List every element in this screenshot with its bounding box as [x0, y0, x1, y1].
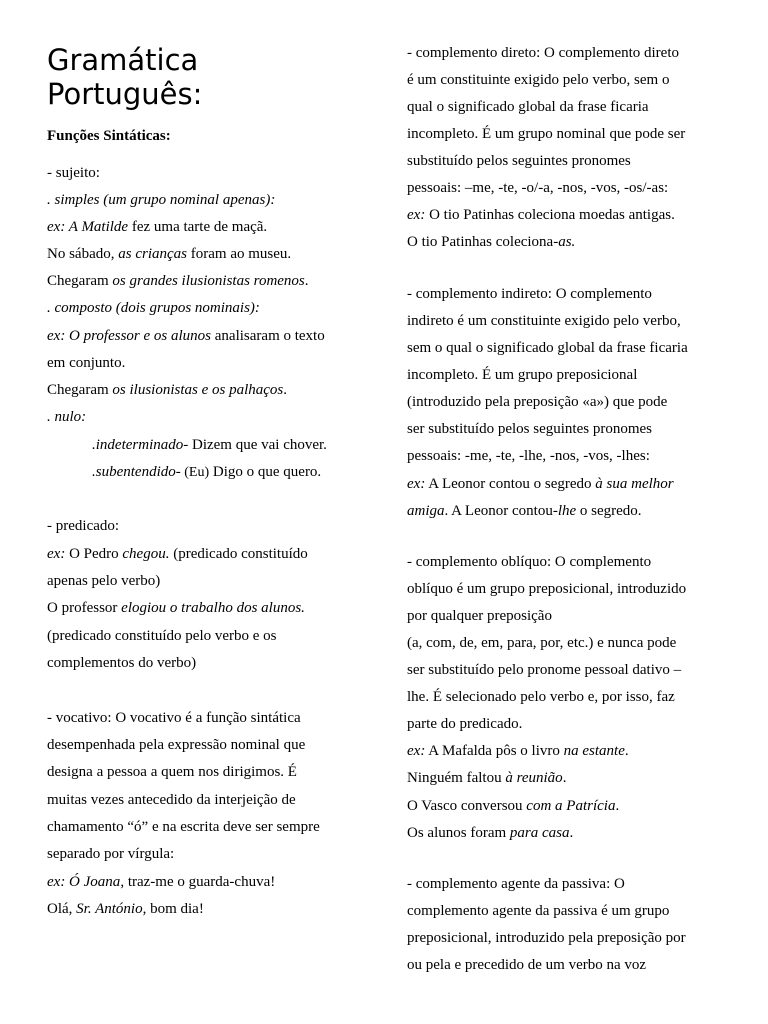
example-text: (Eu)	[180, 465, 210, 480]
example-text: .	[615, 798, 620, 814]
example-complement: com a Patrícia	[526, 798, 616, 814]
complemento-indireto-text: (introduzido pela preposição «a») que pode	[407, 394, 668, 410]
example-text: Chegaram	[47, 382, 113, 398]
example-text: Digo o que quero.	[209, 464, 322, 480]
example-line: complementos do verbo)	[47, 655, 197, 671]
complemento-indireto-text: indireto é um constituinte exigido pelo verbo,	[407, 313, 681, 329]
complemento-indireto-text: sem o qual o significado global da frase ficaria	[407, 340, 688, 356]
example-rest: fez uma tarte de maçã.	[128, 219, 268, 235]
complemento-indireto-text: ser substituído pelos seguintes pronomes	[407, 421, 652, 437]
complemento-indireto-text: - complemento indireto: O complemento	[407, 286, 652, 302]
example-vocative: Sr. António	[76, 901, 143, 917]
complemento-obliquo-text: parte do predicado.	[407, 716, 523, 732]
example-predicate: elogiou o trabalho dos alunos.	[121, 600, 305, 616]
example-text: .	[562, 770, 567, 786]
example-line	[47, 244, 291, 264]
sujeito-composto	[47, 298, 260, 318]
sujeito-subentendido	[47, 462, 321, 483]
example-prefix: ex:	[47, 546, 66, 562]
example-text: analisaram o texto	[211, 328, 325, 344]
example-text: O tio Patinhas coleciona-	[407, 234, 559, 250]
example-pronoun: lhe	[557, 503, 577, 519]
vocativo-text: muitas vezes antecedido da interjeição de	[47, 792, 296, 808]
example-text: .	[624, 743, 629, 759]
example-line	[407, 205, 675, 225]
example-line	[47, 380, 287, 400]
example-prefix: ex:	[407, 207, 426, 223]
example-text: O professor	[47, 600, 122, 616]
example-text: .	[283, 382, 287, 398]
complemento-agente-text: - complemento agente da passiva: O	[407, 876, 625, 892]
complemento-indireto-text: incompleto. É um grupo preposicional	[407, 367, 638, 383]
vocativo-text: designa a pessoa a quem nos dirigimos. É	[47, 764, 297, 780]
example-line	[407, 741, 629, 761]
complemento-agente-text: preposicional, introduzido pela preposição por	[407, 930, 686, 946]
example-line	[407, 501, 642, 521]
indeterminado-label: .indeterminado-	[92, 437, 189, 453]
example-text: No sábado,	[47, 246, 119, 262]
complemento-direto-text: é um constituinte exigido pelo verbo, sem o	[407, 72, 670, 88]
example-prefix: ex:	[407, 743, 426, 759]
vocativo-text: separado por vírgula:	[47, 846, 175, 862]
example-text: Ninguém faltou	[407, 770, 506, 786]
sujeito-nulo	[47, 407, 86, 427]
example-text: Dizem que vai chover.	[188, 437, 327, 453]
complemento-indireto-text: pessoais: -me, -te, -lhe, -nos, -vos, -lhes:	[407, 448, 650, 464]
example-line	[47, 899, 204, 919]
example-line	[47, 326, 325, 346]
example-line	[47, 217, 267, 237]
example-subject: os ilusionistas e os palhaços	[112, 382, 284, 398]
example-complement: à sua melhor	[595, 476, 674, 492]
example-text: Olá,	[47, 901, 77, 917]
complemento-direto-text: substituído pelos seguintes pronomes	[407, 153, 631, 169]
complemento-direto-text: pessoais: –me, -te, -o/-a, -nos, -vos, -os/-as:	[407, 180, 669, 196]
complemento-obliquo-text: lhe. É selecionado pelo verbo e, por isso, faz	[407, 689, 675, 705]
example-text: .	[304, 273, 309, 289]
example-text: . A Leonor contou-	[444, 503, 558, 519]
example-complement: à reunião	[505, 770, 563, 786]
example-text: o segredo.	[576, 503, 642, 519]
example-text: Chegaram	[47, 273, 113, 289]
complemento-obliquo-text: oblíquo é um grupo preposicional, introduzido	[407, 581, 687, 597]
example-text: A Mafalda pôs o livro	[425, 743, 564, 759]
section-heading: Funções Sintáticas:	[47, 128, 171, 144]
subentendido-label: .subentendido-	[92, 464, 181, 480]
complemento-agente-text: ou pela e precedido de um verbo na voz	[407, 957, 647, 973]
example-line: (predicado constituído pelo verbo e os	[47, 628, 277, 644]
sujeito-indeterminado	[47, 435, 327, 455]
complemento-direto-text: qual o significado global da frase ficaria	[407, 99, 649, 115]
example-line	[407, 232, 575, 252]
example-text: , bom dia!	[142, 901, 204, 917]
example-subject: A Matilde	[68, 219, 129, 235]
example-predicate: chegou.	[122, 546, 170, 562]
example-text: , traz-me o guarda-chuva!	[120, 874, 276, 890]
complemento-obliquo-text: ser substituído pelo pronome pessoal dativo –	[407, 662, 682, 678]
example-text: foram ao museu.	[187, 246, 292, 262]
example-line	[47, 872, 275, 892]
example-line	[407, 796, 619, 816]
example-text: Os alunos foram	[407, 825, 510, 841]
complemento-direto-text: incompleto. É um grupo nominal que pode ser	[407, 126, 686, 142]
example-text: O Vasco conversou	[407, 798, 527, 814]
complemento-obliquo-text: (a, com, de, em, para, por, etc.) e nunca pode	[407, 635, 677, 651]
example-text: (predicado constituído	[169, 546, 308, 562]
example-prefix: ex:	[47, 219, 69, 235]
example-text: O tio Patinhas coleciona moedas antigas.	[425, 207, 675, 223]
complemento-agente-text: complemento agente da passiva é um grupo	[407, 903, 670, 919]
sujeito-simples	[47, 190, 275, 210]
example-complement: para casa	[509, 825, 570, 841]
example-vocative: ex: Ó Joana	[47, 874, 121, 890]
example-line: apenas pelo verbo)	[47, 573, 161, 589]
example-text: O Pedro	[65, 546, 123, 562]
sujeito-heading: - sujeito:	[47, 165, 100, 181]
example-line	[407, 823, 573, 843]
example-text: .	[569, 825, 574, 841]
example-prefix: ex:	[407, 476, 426, 492]
complemento-obliquo-text: por qualquer preposição	[407, 608, 552, 624]
complemento-direto-text: - complemento direto: O complemento direto	[407, 45, 680, 61]
sujeito-nulo-label: . nulo:	[47, 409, 87, 425]
example-line	[47, 544, 308, 564]
example-line	[407, 474, 674, 494]
example-line: em conjunto.	[47, 355, 126, 371]
vocativo-text: - vocativo: O vocativo é a função sintática	[47, 710, 301, 726]
example-subject: as crianças	[118, 246, 187, 262]
example-subject: ex: O professor e os alunos	[47, 328, 212, 344]
sujeito-simples-label: . simples (um grupo nominal apenas):	[47, 192, 276, 208]
example-complement: amiga	[407, 503, 445, 519]
vocativo-text: chamamento “ó” e na escrita deve ser sempre	[47, 819, 320, 835]
vocativo-text: desempenhada pela expressão nominal que	[47, 737, 306, 753]
example-subject: os grandes ilusionistas romenos	[112, 273, 305, 289]
example-pronoun: as.	[558, 234, 576, 250]
example-text: A Leonor contou o segredo	[425, 476, 596, 492]
complemento-obliquo-text: - complemento oblíquo: O complemento	[407, 554, 652, 570]
example-line	[407, 768, 566, 788]
example-line	[47, 271, 309, 291]
example-complement: na estante	[563, 743, 625, 759]
page-title: Gramática Português:	[47, 43, 203, 111]
sujeito-composto-label: . composto (dois grupos nominais):	[47, 300, 260, 316]
example-line	[47, 598, 305, 618]
predicado-heading: - predicado:	[47, 518, 120, 534]
